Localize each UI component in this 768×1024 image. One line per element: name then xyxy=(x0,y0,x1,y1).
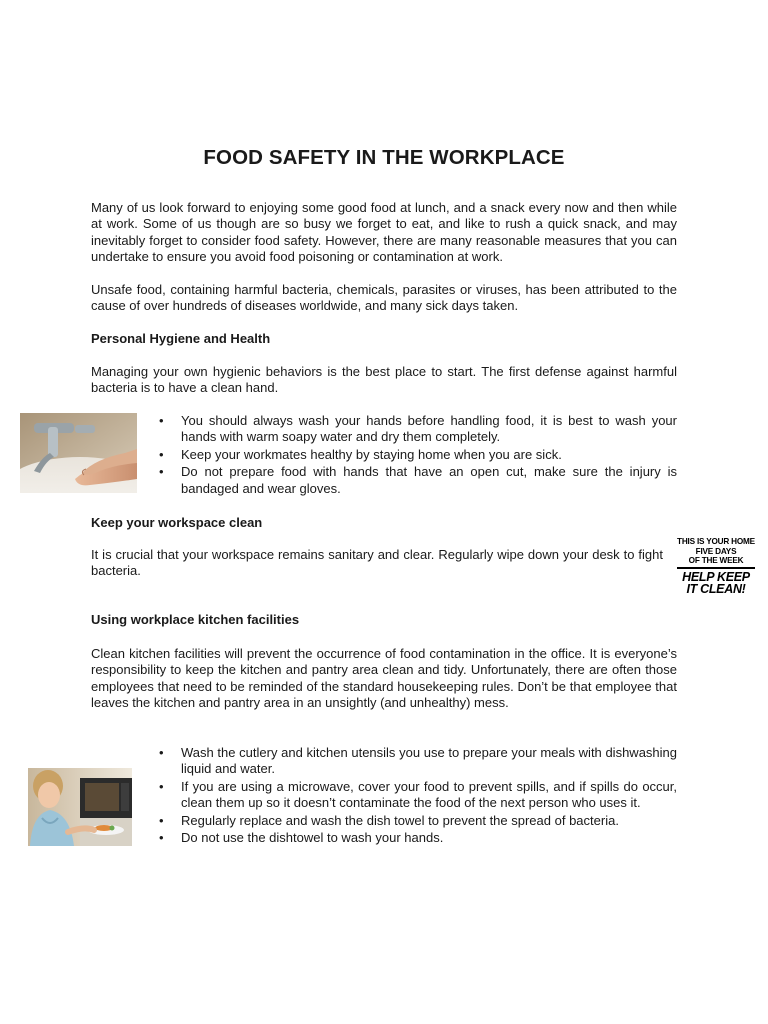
list-item: • Regularly replace and wash the dish towel to prevent the spread of bacteria. xyxy=(159,813,677,829)
sign-divider xyxy=(677,567,755,569)
help-keep-it-clean-sign xyxy=(675,537,757,598)
section-heading-workspace: Keep your workspace clean xyxy=(91,515,263,530)
section-paragraph-kitchen: Clean kitchen facilities will prevent the occurrence of food contamination in the office. It is everyone’s responsibility to keep the kitchen and pantry area clean and tidy. Unfortunately, there are often those employees that need to be reminded of the standard housekeeping rules. Don’t be that employee that leaves the kitchen and pantry area in an unsightly (and unhealthy) mess. xyxy=(91,646,677,711)
personal-hygiene-bullet-list xyxy=(159,413,677,498)
section-paragraph-personal-hygiene: Managing your own hygienic behaviors is the best place to start. The first defense against harmful bacteria is to have a clean hand. xyxy=(91,364,677,396)
handwashing-photo xyxy=(20,413,137,493)
microwave-photo xyxy=(28,768,132,846)
list-item: • If you are using a microwave, cover your food to prevent spills, and if spills do occur, clean them up so it doesn’t contaminate the food of the next person who uses it. xyxy=(159,779,677,812)
sign-line-3: OF THE WEEK xyxy=(688,556,744,565)
intro-paragraph-1: Many of us look forward to enjoying some good food at lunch, and a snack every now and then while at work. Some of us though are so busy we forget to eat, and like to rush a quick snack, and may inevitably forget to consider food safety. However, there are many reasonable measures that you can undertake to ensure you avoid food poisoning or contamination at work. xyxy=(91,200,677,265)
section-paragraph-workspace: It is crucial that your workspace remains sanitary and clear. Regularly wipe down your desk to fight bacteria. xyxy=(91,547,663,579)
page-title: FOOD SAFETY IN THE WORKPLACE xyxy=(203,146,565,169)
handwashing-image xyxy=(20,413,137,493)
kitchen-bullet-list xyxy=(159,745,677,847)
list-item: • Keep your workmates healthy by staying home when you are sick. xyxy=(159,447,677,463)
list-item: • Do not use the dishtowel to wash your hands. xyxy=(159,830,677,846)
sign-line-5: IT CLEAN! xyxy=(686,582,746,596)
microwave-image xyxy=(28,768,132,846)
list-item: • You should always wash your hands before handling food, it is best to wash your hands with warm soapy water and dry them completely. xyxy=(159,413,677,446)
section-heading-personal-hygiene: Personal Hygiene and Health xyxy=(91,331,271,346)
sign-line-1: THIS IS YOUR HOME xyxy=(677,537,755,546)
intro-paragraph-2: Unsafe food, containing harmful bacteria, chemicals, parasites or viruses, has been attributed to the cause of over hundreds of diseases worldwide, and many sick days taken. xyxy=(91,282,677,314)
sign-line-4: HELP KEEP xyxy=(682,569,750,584)
list-item: • Do not prepare food with hands that have an open cut, make sure the injury is bandaged and wear gloves. xyxy=(159,464,677,497)
list-item: • Wash the cutlery and kitchen utensils you use to prepare your meals with dishwashing liquid and water. xyxy=(159,745,677,778)
sign-line-2: FIVE DAYS xyxy=(695,546,737,556)
section-heading-kitchen: Using workplace kitchen facilities xyxy=(91,612,300,627)
